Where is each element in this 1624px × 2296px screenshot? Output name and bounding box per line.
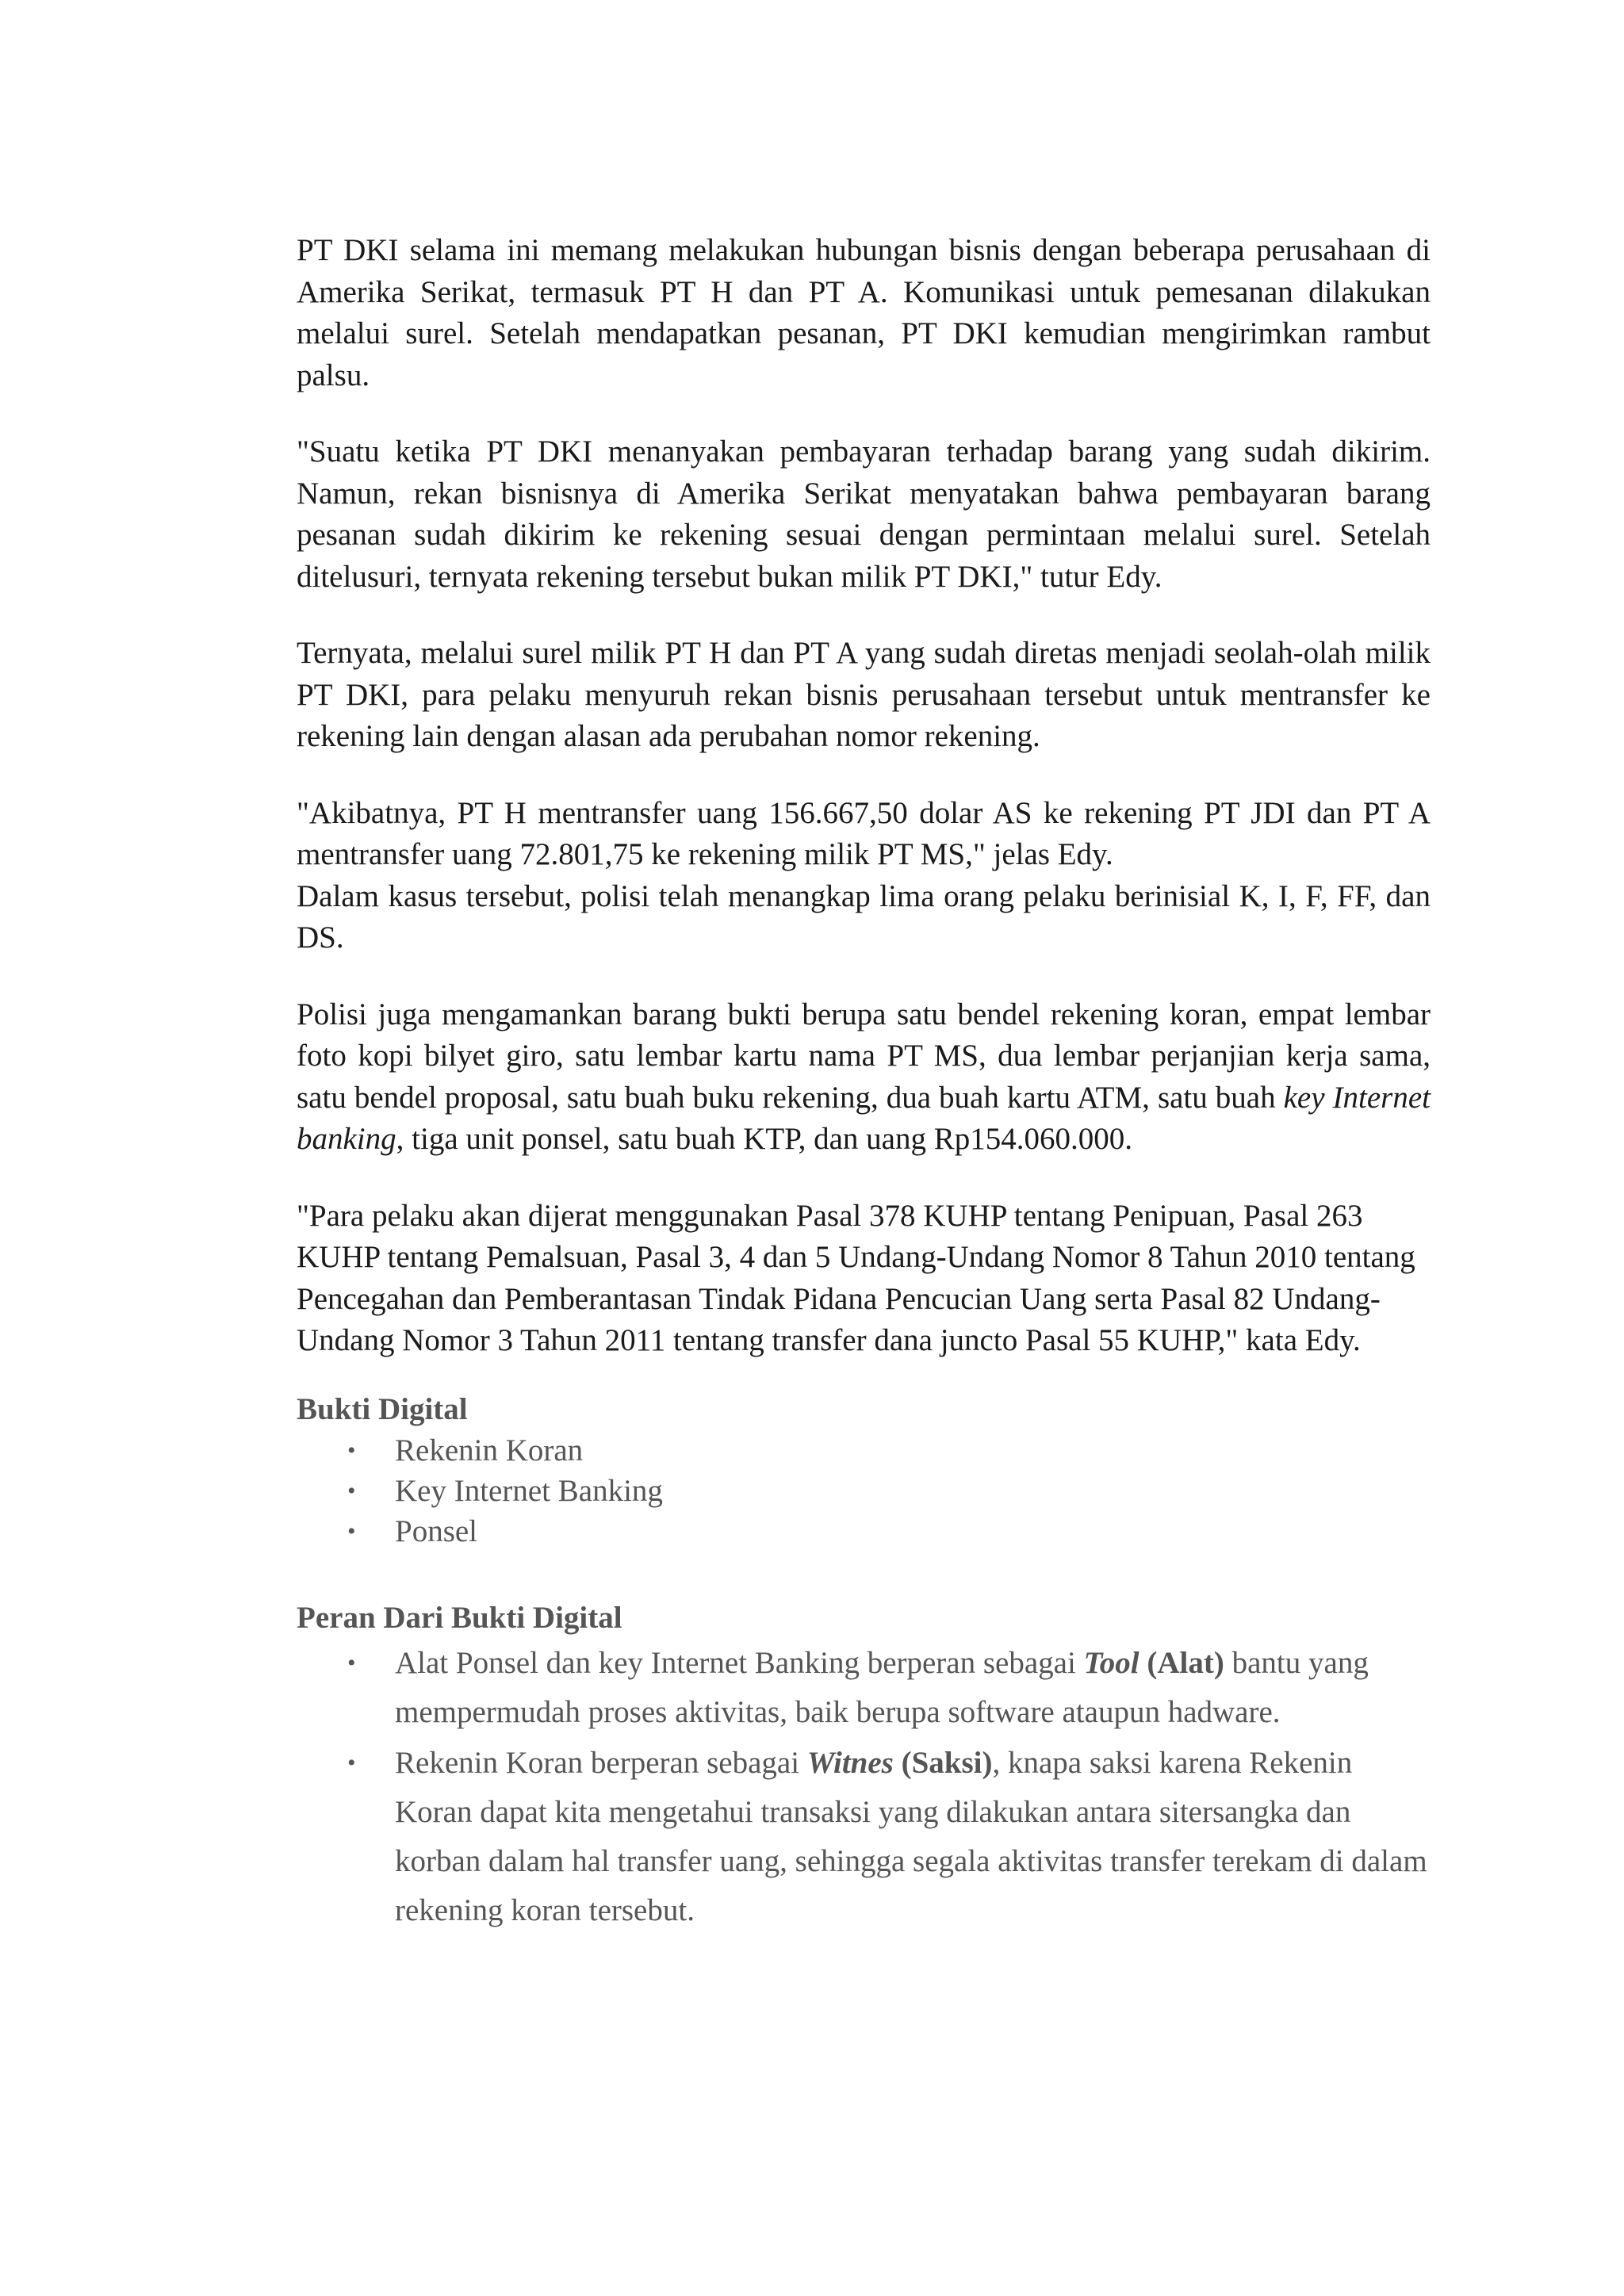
peran-heading: Peran Dari Bukti Digital [297,1600,622,1635]
bullet-icon: • [347,1517,356,1544]
paragraph-1: PT DKI selama ini memang melakukan hubungan bisnis dengan beberapa perusahaan di Amerika Serikat, termasuk PT H dan PT A. Komunikasi untuk pemesanan dilakukan melalui surel. Setelah mendapatkan pesanan, PT DKI kemudian mengirimkan rambut palsu. [297,233,1431,392]
peran-list [297,1639,1431,1935]
paragraph-6 [297,994,1431,1161]
list-item [297,1471,1431,1511]
peran-item-1-text-before: Alat Ponsel dan key Internet Banking berperan sebagai [395,1645,1084,1680]
peran-item-1-translation: (Alat) [1139,1645,1224,1680]
paragraph-6-text-before: Polisi juga mengamankan barang bukti berupa satu bendel rekening koran, empat lembar foto kopi bilyet giro, satu lembar kartu nama PT MS, dua lembar perjanjian kerja sama, satu bendel proposal, satu buah buku rekening, dua buah kartu ATM, satu buah [297,997,1431,1115]
list-item [297,1430,1431,1471]
paragraph-6-italic-term: key Internet banking [297,1080,1431,1156]
list-item [297,1639,1431,1737]
paragraph-5: Dalam kasus tersebut, polisi telah menangkap lima orang pelaku berinisial K, I, F, FF, dan DS. [297,878,1431,955]
document-page [297,230,1431,1937]
list-item-label: Rekenin Koran [395,1433,584,1468]
paragraph-3: Ternyata, melalui surel milik PT H dan PT A yang sudah diretas menjadi seolah-olah milik PT DKI, para pelaku menyuruh rekan bisnis perusahaan tersebut untuk mentransfer ke rekening lain dengan alasan ada perubahan nomor rekening. [297,636,1431,753]
peran-item-1-text-after: bantu yang mempermudah proses aktivitas, baik berupa software ataupun hadware. [395,1645,1369,1729]
list-item-label: Ponsel [395,1513,478,1548]
peran-item-2-translation: (Saksi) [893,1745,993,1780]
paragraph-7: "Para pelaku akan dijerat menggunakan Pasal 378 KUHP tentang Penipuan, Pasal 263 KUHP tentang Pemalsuan, Pasal 3, 4 dan 5 Undang-Undang Nomor 8 Tahun 2010 tentang Pencegahan dan Pemberantasan Tindak Pidana Pencucian Uang serta Pasal 82 Undang-Undang Nomor 3 Tahun 2011 tentang transfer dana juncto Pasal 55 KUHP," kata Edy. [297,1198,1415,1357]
list-item [297,1511,1431,1552]
peran-item-2-text-before: Rekenin Koran berperan sebagai [395,1745,807,1780]
bullet-icon: • [347,1437,356,1464]
paragraph-4: "Akibatnya, PT H mentransfer uang 156.667,50 dolar AS ke rekening PT JDI dan PT A mentransfer uang 72.801,75 ke rekening milik PT MS," jelas Edy. [297,795,1431,871]
bukti-digital-heading: Bukti Digital [297,1391,468,1426]
bullet-icon: • [347,1649,356,1676]
peran-item-2-term: Witnes [806,1745,894,1780]
list-item-label: Key Internet Banking [395,1473,663,1508]
peran-item-1-term: Tool [1083,1645,1139,1680]
paragraph-2: "Suatu ketika PT DKI menanyakan pembayaran terhadap barang yang sudah dikirim. Namun, rekan bisnisnya di Amerika Serikat menyatakan bahwa pembayaran barang pesanan sudah dikirim ke rekening sesuai dengan permintaan melalui surel. Setelah ditelusuri, ternyata rekening tersebut bukan milik PT DKI," tutur Edy. [297,434,1431,594]
bukti-digital-list [297,1430,1431,1552]
peran-item-2-text-after: , knapa saksi karena Rekenin Koran dapat kita mengetahui transaksi yang dilakukan antara sitersangka dan korban dalam hal transfer uang, sehingga segala aktivitas transfer terekam di dalam rekening koran tersebut. [395,1745,1427,1927]
paragraph-6-text-after: , tiga unit ponsel, satu buah KTP, dan uang Rp154.060.000. [396,1122,1133,1156]
bullet-icon: • [347,1749,356,1776]
list-item [297,1739,1431,1935]
bullet-icon: • [347,1477,356,1504]
